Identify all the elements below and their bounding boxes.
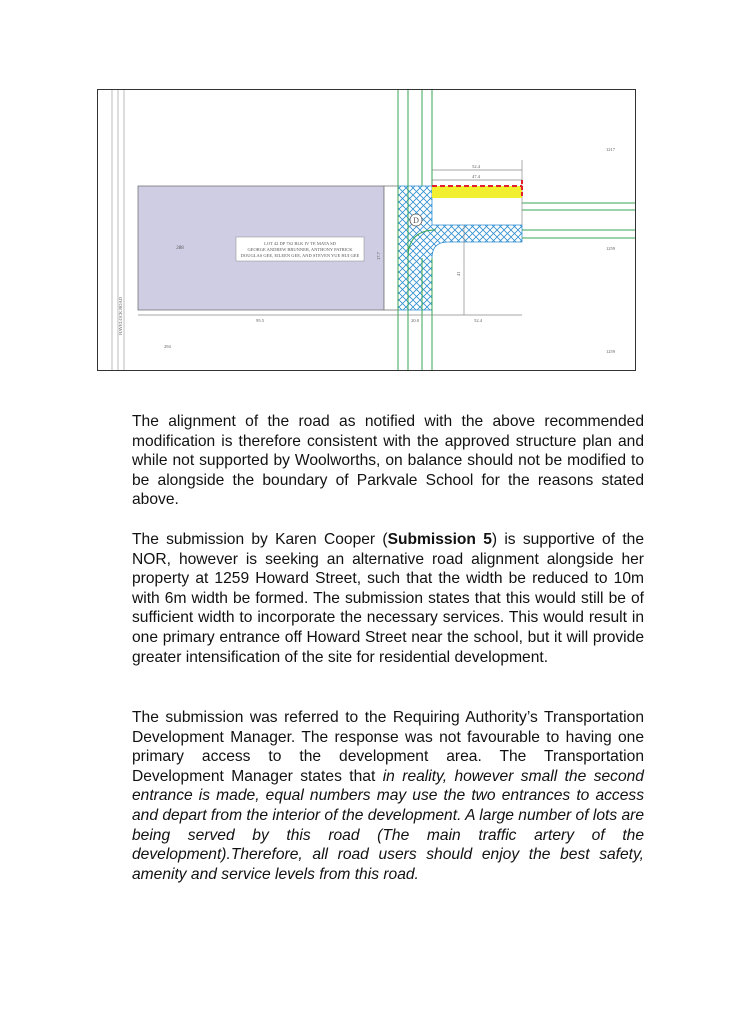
- right-top-lot: 1217: [606, 147, 615, 152]
- lot-label-line-2: GEORGE ANDREW BRUNNER, ANTHONY PATRICK: [247, 247, 353, 252]
- vertical-dimension: 17.7: [376, 252, 381, 260]
- top-dimension-2: 47.4: [472, 174, 480, 179]
- p3-text: The submission was referred to the Requiring Authority’s Transportation Development Manager. The response was not favourable to having one primary access to the development area. The Transportation Development Manager states that: [132, 709, 644, 785]
- right-dimension: 52.4: [474, 318, 482, 323]
- lot-label-line-1: LOT 42 DP 7S2 BLK IV TE MATA SD: [264, 241, 336, 246]
- right-bottom-lot: 1259: [606, 349, 615, 354]
- paragraph-transportation-response: [132, 708, 644, 884]
- p2-text-start: The submission by Karen Cooper (: [132, 531, 388, 548]
- bottom-left-lot: 294: [164, 344, 171, 349]
- paragraph-alignment: The alignment of the road as notified with the above recommended modification is therefore consistent with the approved structure plan and while not supported by Woolworths, on balance should not be modified to be alongside the boundary of Parkvale School for the reasons stated above.: [132, 413, 644, 509]
- p2-text-end: ) is supportive of the NOR, however is seeking an alternative road alignment alongside her property at 1259 Howard Street, such that the width be reduced to 10m with 6m width be formed. The submission states that this would still be of sufficient width to incorporate the necessary services. This would result in one primary entrance off Howard Street near the school, but it will provide greater intensification of the site for residential development.: [132, 531, 644, 666]
- site-plan-figure: [97, 89, 636, 371]
- paragraph-submission-5: [132, 530, 644, 667]
- vertical-dimension-2: 41: [456, 271, 461, 276]
- parcel-strip: [384, 186, 398, 310]
- right-mid-lot: 1259: [606, 246, 615, 251]
- road-dimension: 20.0: [411, 318, 419, 323]
- road-name-label: HAVELOCK ROAD: [118, 296, 123, 335]
- p3-quote: in reality, however small the second entrance is made, equal numbers may use the two entrances to access and depart from the interior of the development. A large number of lots are being served by this road (The main traffic artery of the development).Therefore, all road users should enjoy the best safety, amenity and service levels from this road.: [132, 767, 644, 883]
- point-d-label: D: [413, 216, 419, 225]
- lot-label-line-3: DOUGLAS GEE, EILEEN GEE, AND STEVEN YUE HUI GEE: [240, 253, 360, 258]
- left-dimension: 95.5: [256, 318, 264, 323]
- submission-5-label: Submission 5: [387, 531, 492, 548]
- top-dimension: 52.4: [472, 164, 480, 169]
- lot-number: 288: [176, 246, 184, 251]
- road-reserve-hatch: [398, 186, 522, 310]
- highlighted-strip: [432, 186, 522, 198]
- site-plan-drawing: [98, 90, 635, 370]
